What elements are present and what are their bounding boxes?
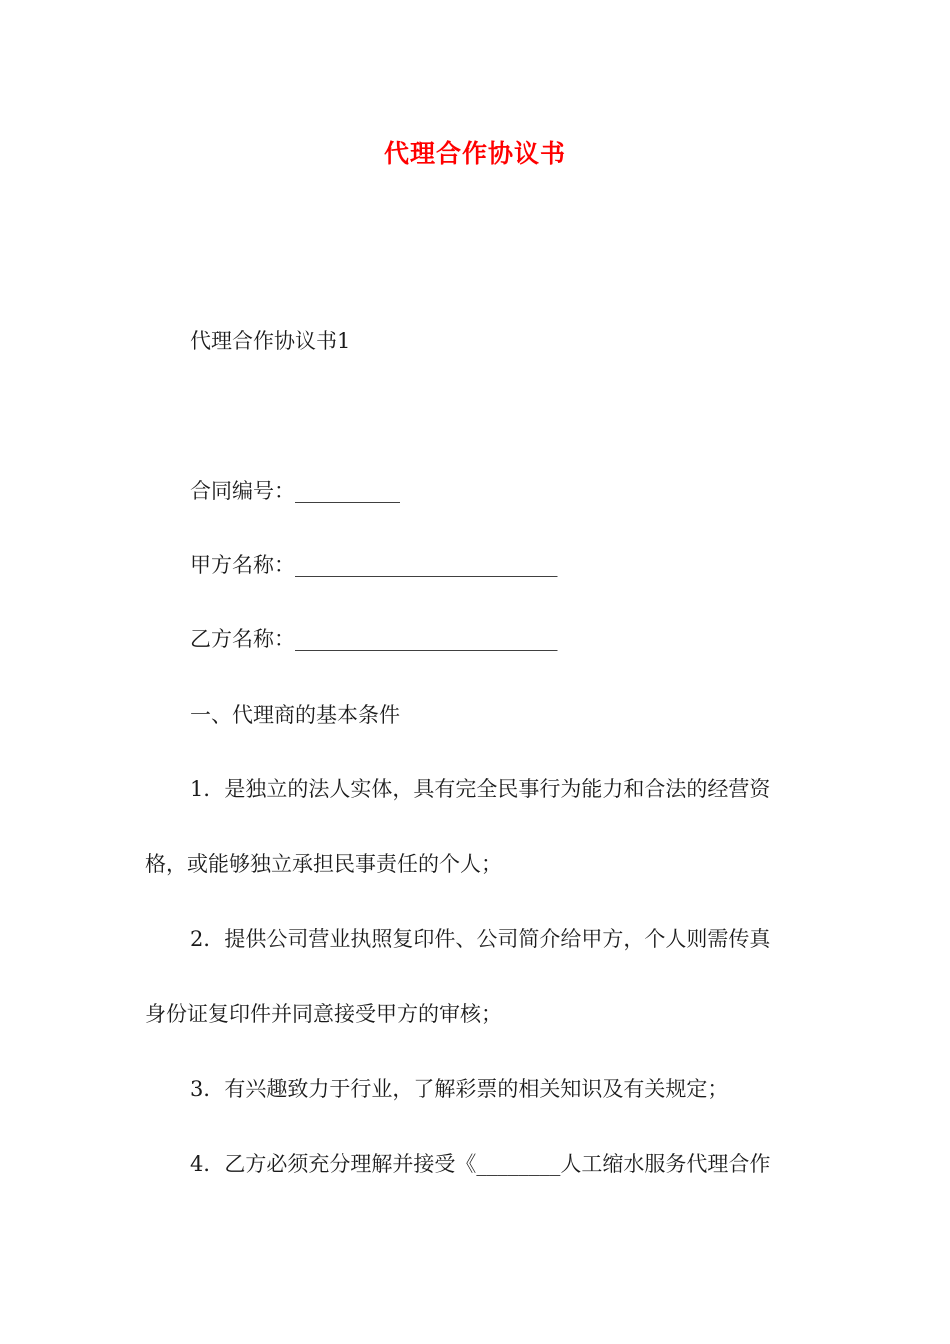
document-subtitle: 代理合作协议书1 [190,329,351,353]
clause-2-line-2: 身份证复印件并同意接受甲方的审核； [145,1002,502,1026]
contract-number-line [190,476,400,506]
clause-1-line-1: 1．是独立的法人实体，具有完全民事行为能力和合法的经营资 [190,777,771,801]
contract-number-label: 合同编号： [190,479,295,503]
clause-1-line-2: 格，或能够独立承担民事责任的个人； [145,852,502,876]
section-heading: 一、代理商的基本条件 [190,703,400,727]
party-b-blank: _________________________ [295,627,558,651]
party-b-line [190,624,558,654]
clause-3-line-1: 3．有兴趣致力于行业，了解彩票的相关知识及有关规定； [190,1077,729,1101]
party-a-label: 甲方名称： [190,553,295,577]
clause-2-line-1: 2．提供公司营业执照复印件、公司简介给甲方，个人则需传真 [190,927,771,951]
contract-number-blank: __________ [295,479,400,503]
party-b-label: 乙方名称： [190,627,295,651]
party-a-line [190,550,558,580]
party-a-blank: _________________________ [295,553,558,577]
clause-4-line-1: 4．乙方必须充分理解并接受《________人工缩水服务代理合作 [190,1152,771,1176]
document-title: 代理合作协议书 [383,139,566,168]
